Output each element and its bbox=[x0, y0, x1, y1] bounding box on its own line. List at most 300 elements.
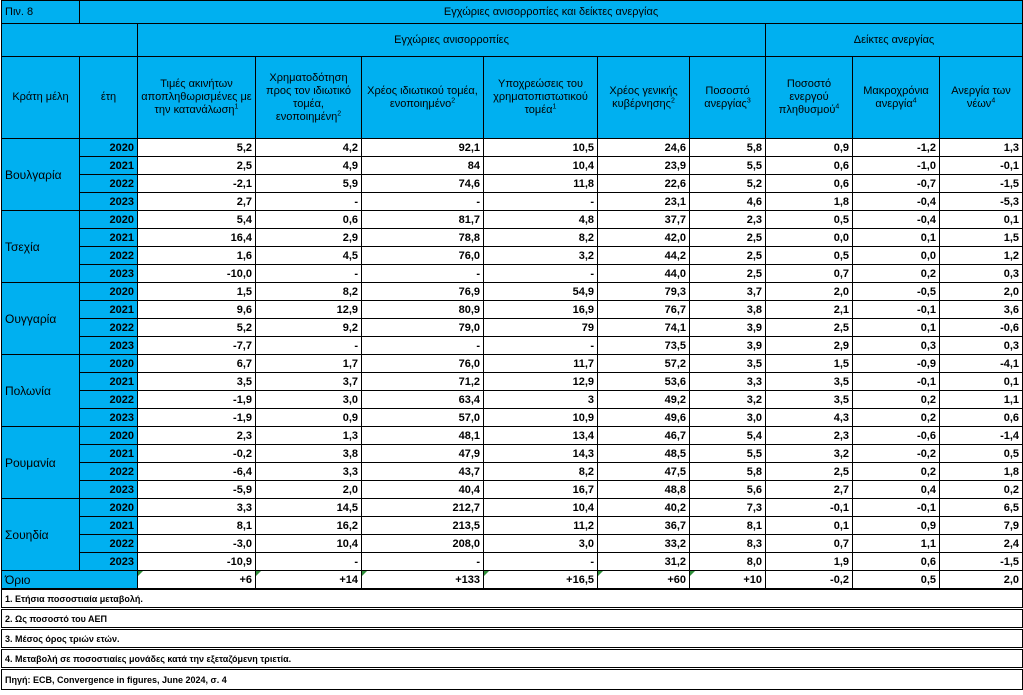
value-cell: 76,9 bbox=[362, 283, 484, 301]
country-name: Ρουμανία bbox=[2, 427, 80, 499]
value-cell: 8,2 bbox=[484, 463, 598, 481]
table-row bbox=[2, 463, 1023, 481]
value-cell: 4,8 bbox=[484, 211, 598, 229]
value-cell: 3,8 bbox=[256, 445, 362, 463]
value-cell: - bbox=[256, 553, 362, 571]
value-cell: -1,2 bbox=[853, 139, 940, 157]
value-cell: -0,6 bbox=[940, 319, 1023, 337]
value-cell: 8,2 bbox=[256, 283, 362, 301]
table-row bbox=[2, 553, 1023, 571]
year-cell: 2022 bbox=[80, 463, 138, 481]
value-cell: 31,2 bbox=[598, 553, 690, 571]
value-cell: 3,3 bbox=[138, 499, 256, 517]
year-cell: 2021 bbox=[80, 157, 138, 175]
year-cell: 2022 bbox=[80, 535, 138, 553]
value-cell: 7,3 bbox=[690, 499, 766, 517]
value-cell: 10,9 bbox=[484, 409, 598, 427]
value-cell: 4,6 bbox=[690, 193, 766, 211]
table-row bbox=[2, 481, 1023, 499]
value-cell: -1,9 bbox=[138, 391, 256, 409]
value-cell: 2,4 bbox=[940, 535, 1023, 553]
table-row bbox=[2, 445, 1023, 463]
value-cell: - bbox=[484, 553, 598, 571]
table-row bbox=[2, 409, 1023, 427]
value-cell: 42,0 bbox=[598, 229, 690, 247]
value-cell: 0,1 bbox=[766, 517, 853, 535]
value-cell: 3,2 bbox=[690, 391, 766, 409]
value-cell: 16,9 bbox=[484, 301, 598, 319]
footnote-marker: 4 bbox=[912, 96, 917, 104]
value-cell: 4,2 bbox=[256, 139, 362, 157]
year-cell: 2023 bbox=[80, 193, 138, 211]
country-name: Ουγγαρία bbox=[2, 283, 80, 355]
header-country: Κράτη μέλη bbox=[2, 57, 80, 139]
year-cell: 2021 bbox=[80, 517, 138, 535]
value-cell: 0,5 bbox=[766, 247, 853, 265]
threshold-value: 2,0 bbox=[940, 571, 1023, 589]
column-header-text: Χρέος γενικής κυβέρνησης bbox=[609, 84, 678, 110]
value-cell: 0,5 bbox=[940, 445, 1023, 463]
value-cell: 3,2 bbox=[766, 445, 853, 463]
year-cell: 2022 bbox=[80, 175, 138, 193]
value-cell: 0,2 bbox=[853, 409, 940, 427]
value-cell: 0,6 bbox=[940, 409, 1023, 427]
column-header-text: Ποσοστό ανεργίας bbox=[704, 84, 750, 110]
value-cell: 54,9 bbox=[484, 283, 598, 301]
value-cell: 11,7 bbox=[484, 355, 598, 373]
threshold-value: +14 bbox=[256, 571, 362, 589]
year-cell: 2020 bbox=[80, 355, 138, 373]
value-cell: 79,0 bbox=[362, 319, 484, 337]
value-cell: -7,7 bbox=[138, 337, 256, 355]
value-cell: 5,8 bbox=[690, 463, 766, 481]
year-cell: 2021 bbox=[80, 301, 138, 319]
footnote: 4. Μεταβολή σε ποσοστιαίες μονάδες κατά την εξεταζόμενη τριετία. bbox=[2, 650, 1023, 668]
year-cell: 2023 bbox=[80, 553, 138, 571]
value-cell: - bbox=[362, 193, 484, 211]
year-cell: 2021 bbox=[80, 373, 138, 391]
value-cell: 84 bbox=[362, 157, 484, 175]
value-cell: 0,1 bbox=[853, 229, 940, 247]
value-cell: 3,6 bbox=[940, 301, 1023, 319]
footnote-marker: 4 bbox=[835, 103, 840, 111]
value-cell: 0,3 bbox=[853, 337, 940, 355]
value-cell: 23,1 bbox=[598, 193, 690, 211]
value-cell: 47,9 bbox=[362, 445, 484, 463]
value-cell: 2,0 bbox=[256, 481, 362, 499]
value-cell: 9,2 bbox=[256, 319, 362, 337]
value-cell: - bbox=[256, 193, 362, 211]
value-cell: 3,5 bbox=[690, 355, 766, 373]
year-cell: 2021 bbox=[80, 229, 138, 247]
value-cell: 14,5 bbox=[256, 499, 362, 517]
value-cell: 1,5 bbox=[138, 283, 256, 301]
value-cell: 2,9 bbox=[256, 229, 362, 247]
value-cell: -1,9 bbox=[138, 409, 256, 427]
value-cell: 8,0 bbox=[690, 553, 766, 571]
value-cell: 0,6 bbox=[256, 211, 362, 229]
value-cell: 40,2 bbox=[598, 499, 690, 517]
value-cell: 76,0 bbox=[362, 247, 484, 265]
value-cell: 5,9 bbox=[256, 175, 362, 193]
value-cell: 16,4 bbox=[138, 229, 256, 247]
group-header-unemployment: Δείκτες ανεργίας bbox=[766, 24, 1023, 57]
value-cell: 0,3 bbox=[940, 337, 1023, 355]
value-cell: 0,7 bbox=[766, 535, 853, 553]
table-row bbox=[2, 373, 1023, 391]
value-cell: -0,1 bbox=[766, 499, 853, 517]
table-row bbox=[2, 229, 1023, 247]
value-cell: 2,3 bbox=[690, 211, 766, 229]
value-cell: 48,5 bbox=[598, 445, 690, 463]
year-cell: 2022 bbox=[80, 247, 138, 265]
value-cell: 1,1 bbox=[940, 391, 1023, 409]
value-cell: 3,0 bbox=[484, 535, 598, 553]
value-cell: 2,3 bbox=[138, 427, 256, 445]
footnote-marker: 1 bbox=[552, 103, 557, 111]
table-row bbox=[2, 319, 1023, 337]
group-header-imbalances: Εγχώριες ανισορροπίες bbox=[138, 24, 766, 57]
value-cell: -0,7 bbox=[853, 175, 940, 193]
value-cell: 8,2 bbox=[484, 229, 598, 247]
value-cell: 24,6 bbox=[598, 139, 690, 157]
value-cell: 5,5 bbox=[690, 157, 766, 175]
value-cell: - bbox=[484, 265, 598, 283]
value-cell: -0,1 bbox=[940, 157, 1023, 175]
value-cell: -0,9 bbox=[853, 355, 940, 373]
year-cell: 2021 bbox=[80, 445, 138, 463]
threshold-value: -0,2 bbox=[766, 571, 853, 589]
value-cell: 2,0 bbox=[766, 283, 853, 301]
value-cell: 2,3 bbox=[766, 427, 853, 445]
value-cell: 0,9 bbox=[256, 409, 362, 427]
value-cell: -0,1 bbox=[853, 301, 940, 319]
value-cell: 0,0 bbox=[853, 247, 940, 265]
value-cell: 2,9 bbox=[766, 337, 853, 355]
year-cell: 2020 bbox=[80, 283, 138, 301]
value-cell: 44,0 bbox=[598, 265, 690, 283]
value-cell: 1,5 bbox=[766, 355, 853, 373]
year-cell: 2023 bbox=[80, 337, 138, 355]
column-header bbox=[940, 57, 1023, 139]
threshold-value: +133 bbox=[362, 571, 484, 589]
year-cell: 2020 bbox=[80, 499, 138, 517]
value-cell: 5,6 bbox=[690, 481, 766, 499]
value-cell: 4,9 bbox=[256, 157, 362, 175]
value-cell: -1,4 bbox=[940, 427, 1023, 445]
value-cell: 208,0 bbox=[362, 535, 484, 553]
value-cell: -0,4 bbox=[853, 211, 940, 229]
value-cell: 3,5 bbox=[766, 373, 853, 391]
value-cell: 92,1 bbox=[362, 139, 484, 157]
value-cell: 16,7 bbox=[484, 481, 598, 499]
value-cell: 8,3 bbox=[690, 535, 766, 553]
value-cell: -6,4 bbox=[138, 463, 256, 481]
value-cell: 8,1 bbox=[690, 517, 766, 535]
value-cell: 1,9 bbox=[766, 553, 853, 571]
value-cell: -0,4 bbox=[853, 193, 940, 211]
year-cell: 2022 bbox=[80, 391, 138, 409]
value-cell: 0,1 bbox=[940, 211, 1023, 229]
value-cell: 0,6 bbox=[766, 175, 853, 193]
value-cell: 1,6 bbox=[138, 247, 256, 265]
value-cell: 3,5 bbox=[766, 391, 853, 409]
value-cell: 37,7 bbox=[598, 211, 690, 229]
value-cell: -0,6 bbox=[853, 427, 940, 445]
value-cell: 46,7 bbox=[598, 427, 690, 445]
value-cell: 11,2 bbox=[484, 517, 598, 535]
value-cell: -10,0 bbox=[138, 265, 256, 283]
threshold-value: 0,5 bbox=[853, 571, 940, 589]
value-cell: -0,2 bbox=[138, 445, 256, 463]
column-header bbox=[484, 57, 598, 139]
value-cell: 0,1 bbox=[940, 373, 1023, 391]
value-cell: 2,5 bbox=[138, 157, 256, 175]
value-cell: -5,3 bbox=[940, 193, 1023, 211]
value-cell: -2,1 bbox=[138, 175, 256, 193]
threshold-value: +60 bbox=[598, 571, 690, 589]
value-cell: 81,7 bbox=[362, 211, 484, 229]
value-cell: -1,5 bbox=[940, 175, 1023, 193]
value-cell: - bbox=[484, 193, 598, 211]
value-cell: -0,5 bbox=[853, 283, 940, 301]
value-cell: 40,4 bbox=[362, 481, 484, 499]
value-cell: 6,7 bbox=[138, 355, 256, 373]
value-cell: 0,2 bbox=[853, 265, 940, 283]
value-cell: 44,2 bbox=[598, 247, 690, 265]
column-header bbox=[766, 57, 853, 139]
value-cell: 0,7 bbox=[766, 265, 853, 283]
header-blank bbox=[2, 24, 138, 57]
value-cell: -1,0 bbox=[853, 157, 940, 175]
column-header-text: Ποσοστό ενεργού πληθυσμού bbox=[778, 78, 836, 116]
value-cell: 3,0 bbox=[256, 391, 362, 409]
value-cell: 57,0 bbox=[362, 409, 484, 427]
value-cell: 2,5 bbox=[690, 265, 766, 283]
column-header bbox=[853, 57, 940, 139]
value-cell: - bbox=[362, 337, 484, 355]
value-cell: -5,9 bbox=[138, 481, 256, 499]
value-cell: 0,0 bbox=[766, 229, 853, 247]
data-table bbox=[1, 0, 1023, 589]
value-cell: 23,9 bbox=[598, 157, 690, 175]
value-cell: 1,3 bbox=[940, 139, 1023, 157]
footnote-marker: 1 bbox=[234, 103, 239, 111]
value-cell: -0,1 bbox=[853, 373, 940, 391]
value-cell: 3,2 bbox=[484, 247, 598, 265]
value-cell: - bbox=[362, 265, 484, 283]
value-cell: 2,5 bbox=[766, 463, 853, 481]
table-label: Πιν. 8 bbox=[2, 1, 80, 24]
value-cell: 79,3 bbox=[598, 283, 690, 301]
value-cell: 48,1 bbox=[362, 427, 484, 445]
value-cell: 1,1 bbox=[853, 535, 940, 553]
value-cell: 10,5 bbox=[484, 139, 598, 157]
value-cell: -10,9 bbox=[138, 553, 256, 571]
value-cell: 12,9 bbox=[256, 301, 362, 319]
value-cell: 53,6 bbox=[598, 373, 690, 391]
value-cell: 11,8 bbox=[484, 175, 598, 193]
value-cell: -3,0 bbox=[138, 535, 256, 553]
footnote-marker: 4 bbox=[991, 96, 996, 104]
value-cell: 0,3 bbox=[940, 265, 1023, 283]
year-cell: 2023 bbox=[80, 409, 138, 427]
table-title: Εγχώριες ανισορροπίες και δείκτες ανεργίας bbox=[80, 1, 1023, 24]
column-header-text: Υποχρεώσεις του χρηματοπιστωτικού τομέα bbox=[493, 78, 588, 116]
notes-table bbox=[1, 589, 1023, 690]
country-name: Τσεχία bbox=[2, 211, 80, 283]
footnote: 3. Μέσος όρος τριών ετών. bbox=[2, 630, 1023, 648]
value-cell: 0,4 bbox=[853, 481, 940, 499]
value-cell: 2,5 bbox=[690, 229, 766, 247]
value-cell: 3,8 bbox=[690, 301, 766, 319]
table-row bbox=[2, 211, 1023, 229]
value-cell: 5,2 bbox=[138, 319, 256, 337]
value-cell: 5,4 bbox=[138, 211, 256, 229]
value-cell: 2,0 bbox=[940, 283, 1023, 301]
table-row bbox=[2, 301, 1023, 319]
column-header bbox=[362, 57, 484, 139]
value-cell: 3,3 bbox=[256, 463, 362, 481]
value-cell: 1,8 bbox=[766, 193, 853, 211]
footnote-marker: 2 bbox=[451, 96, 456, 104]
value-cell: - bbox=[362, 553, 484, 571]
value-cell: 80,9 bbox=[362, 301, 484, 319]
value-cell: 0,2 bbox=[853, 391, 940, 409]
value-cell: 74,1 bbox=[598, 319, 690, 337]
value-cell: 33,2 bbox=[598, 535, 690, 553]
value-cell: 5,2 bbox=[690, 175, 766, 193]
year-cell: 2020 bbox=[80, 211, 138, 229]
column-header-text: Ανεργία των νέων bbox=[951, 84, 1011, 110]
column-header bbox=[598, 57, 690, 139]
value-cell: 1,2 bbox=[940, 247, 1023, 265]
value-cell: 14,3 bbox=[484, 445, 598, 463]
value-cell: 78,8 bbox=[362, 229, 484, 247]
value-cell: 3,7 bbox=[256, 373, 362, 391]
value-cell: 9,6 bbox=[138, 301, 256, 319]
value-cell: 6,5 bbox=[940, 499, 1023, 517]
table-row bbox=[2, 499, 1023, 517]
threshold-label: Όριο bbox=[2, 571, 138, 589]
table-row bbox=[2, 391, 1023, 409]
value-cell: 1,7 bbox=[256, 355, 362, 373]
value-cell: 71,2 bbox=[362, 373, 484, 391]
year-cell: 2022 bbox=[80, 319, 138, 337]
column-header bbox=[138, 57, 256, 139]
table-row bbox=[2, 427, 1023, 445]
value-cell: 48,8 bbox=[598, 481, 690, 499]
threshold-value: +16,5 bbox=[484, 571, 598, 589]
value-cell: 2,5 bbox=[690, 247, 766, 265]
table-row bbox=[2, 247, 1023, 265]
value-cell: 5,4 bbox=[690, 427, 766, 445]
footnote-marker: 3 bbox=[746, 96, 751, 104]
footnote-marker: 2 bbox=[670, 96, 675, 104]
value-cell: 49,6 bbox=[598, 409, 690, 427]
value-cell: 43,7 bbox=[362, 463, 484, 481]
value-cell: 13,4 bbox=[484, 427, 598, 445]
value-cell: 79 bbox=[484, 319, 598, 337]
year-cell: 2020 bbox=[80, 139, 138, 157]
footnote: Πηγή: ECB, Convergence in figures, June 2024, σ. 4 bbox=[2, 670, 1023, 690]
value-cell: - bbox=[256, 265, 362, 283]
value-cell: 4,3 bbox=[766, 409, 853, 427]
value-cell: 76,0 bbox=[362, 355, 484, 373]
value-cell: 4,5 bbox=[256, 247, 362, 265]
value-cell: 0,2 bbox=[853, 463, 940, 481]
table-row bbox=[2, 355, 1023, 373]
value-cell: 0,9 bbox=[853, 517, 940, 535]
column-header-text: Τιμές ακινήτων αποπληθωρισμένες με την κατανάλωση bbox=[141, 78, 252, 116]
value-cell: 3,7 bbox=[690, 283, 766, 301]
value-cell: 10,4 bbox=[484, 157, 598, 175]
value-cell: 73,5 bbox=[598, 337, 690, 355]
value-cell: -4,1 bbox=[940, 355, 1023, 373]
table-row bbox=[2, 265, 1023, 283]
value-cell: -0,1 bbox=[853, 499, 940, 517]
value-cell: 74,6 bbox=[362, 175, 484, 193]
value-cell: 22,6 bbox=[598, 175, 690, 193]
value-cell: 8,1 bbox=[138, 517, 256, 535]
value-cell: 49,2 bbox=[598, 391, 690, 409]
value-cell: 213,5 bbox=[362, 517, 484, 535]
table-row bbox=[2, 139, 1023, 157]
value-cell: 10,4 bbox=[256, 535, 362, 553]
value-cell: 0,2 bbox=[940, 481, 1023, 499]
country-name: Πολωνία bbox=[2, 355, 80, 427]
value-cell: 3,9 bbox=[690, 319, 766, 337]
value-cell: 5,5 bbox=[690, 445, 766, 463]
table-row bbox=[2, 337, 1023, 355]
value-cell: 3 bbox=[484, 391, 598, 409]
threshold-row bbox=[2, 571, 1023, 589]
footnote: 2. Ως ποσοστό του ΑΕΠ bbox=[2, 610, 1023, 628]
table-row bbox=[2, 193, 1023, 211]
footnote: 1. Ετήσια ποσοστιαία μεταβολή. bbox=[2, 590, 1023, 608]
value-cell: 1,3 bbox=[256, 427, 362, 445]
column-header-text: Μακροχρόνια ανεργία bbox=[863, 84, 929, 110]
value-cell: 7,9 bbox=[940, 517, 1023, 535]
table-row bbox=[2, 517, 1023, 535]
value-cell: 3,9 bbox=[690, 337, 766, 355]
footnote-marker: 2 bbox=[337, 109, 342, 117]
threshold-value: +6 bbox=[138, 571, 256, 589]
value-cell: 3,5 bbox=[138, 373, 256, 391]
value-cell: 2,7 bbox=[138, 193, 256, 211]
value-cell: 2,7 bbox=[766, 481, 853, 499]
value-cell: 16,2 bbox=[256, 517, 362, 535]
value-cell: 5,2 bbox=[138, 139, 256, 157]
value-cell: 10,4 bbox=[484, 499, 598, 517]
year-cell: 2023 bbox=[80, 481, 138, 499]
value-cell: 12,9 bbox=[484, 373, 598, 391]
column-header bbox=[690, 57, 766, 139]
column-header-text: Χρηματοδότηση προς τον ιδιωτικό τομέα, ενοποιημένη bbox=[266, 71, 351, 123]
year-cell: 2020 bbox=[80, 427, 138, 445]
header-year: έτη bbox=[80, 57, 138, 139]
value-cell: 76,7 bbox=[598, 301, 690, 319]
value-cell: 0,6 bbox=[766, 157, 853, 175]
country-name: Σουηδία bbox=[2, 499, 80, 571]
table-row bbox=[2, 535, 1023, 553]
value-cell: 63,4 bbox=[362, 391, 484, 409]
value-cell: 36,7 bbox=[598, 517, 690, 535]
value-cell: - bbox=[484, 337, 598, 355]
value-cell: 1,5 bbox=[940, 229, 1023, 247]
value-cell: - bbox=[256, 337, 362, 355]
value-cell: 1,8 bbox=[940, 463, 1023, 481]
